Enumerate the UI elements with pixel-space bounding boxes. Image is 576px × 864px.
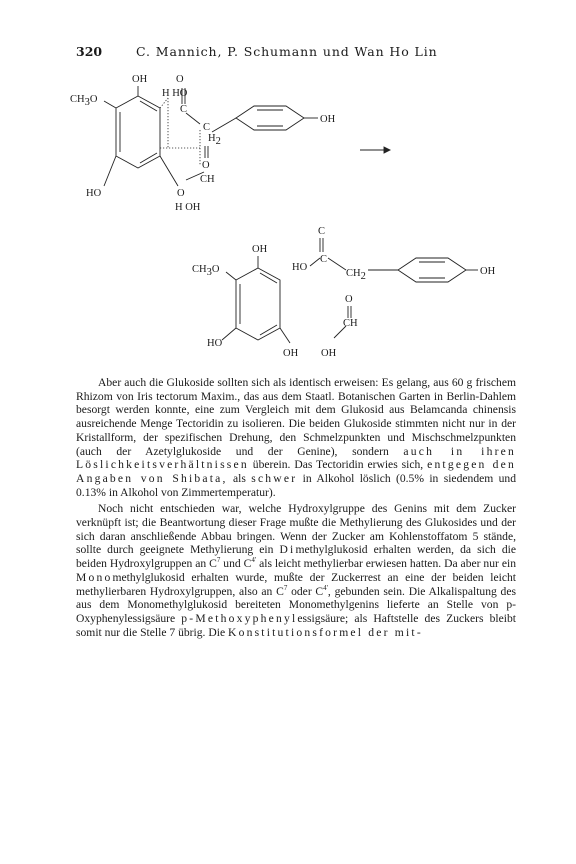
structural-formulas bbox=[0, 0, 576, 370]
top-bond-c-c bbox=[186, 113, 200, 124]
bottom-label-c-mid: C bbox=[320, 254, 328, 265]
top-label-ch3o: CH3O bbox=[70, 94, 98, 108]
bottom-bond-oh-bottom bbox=[280, 328, 290, 343]
spaced-phrase: entgegen den Angaben von Shibata, bbox=[76, 458, 516, 485]
top-label-o-lower: O bbox=[202, 160, 210, 171]
bottom-label-ch3o: CH3O bbox=[192, 264, 220, 278]
formula-bottom bbox=[192, 226, 496, 359]
bottom-label-ch2: CH2 bbox=[346, 268, 366, 282]
bottom-label-oh: OH bbox=[252, 244, 268, 255]
top-label-h2: H2 bbox=[208, 133, 221, 147]
body-text bbox=[76, 376, 516, 639]
top-label-h-oh: H OH bbox=[175, 202, 201, 213]
header-authors: C. Mannich, P. Schumann und Wan Ho Lin bbox=[136, 44, 438, 59]
bottom-label-oh-right: OH bbox=[480, 266, 496, 277]
top-label-oh-right: OH bbox=[320, 114, 336, 125]
top-label-ho: HO bbox=[86, 188, 102, 199]
top-label-c-mid: C bbox=[203, 122, 211, 133]
reaction-arrow-head bbox=[384, 147, 390, 153]
bottom-label-oh-bottom2: OH bbox=[321, 348, 337, 359]
bottom-aromatic-ring bbox=[236, 268, 280, 340]
bottom-label-oh-bottom: OH bbox=[283, 348, 299, 359]
bottom-bond-ch3o bbox=[226, 272, 236, 280]
top-ring-double-bond-2 bbox=[140, 153, 157, 163]
spaced-word: Mono bbox=[76, 570, 113, 584]
bottom-label-ho-mid: HO bbox=[292, 262, 308, 273]
spaced-phrase: Konstitutionsformel der mit- bbox=[228, 625, 423, 639]
bottom-label-ch: CH bbox=[343, 318, 358, 329]
spaced-word: p-Methoxyphenyl bbox=[181, 611, 298, 625]
top-label-h-ho: H HO bbox=[162, 88, 188, 99]
top-label-oh: OH bbox=[132, 74, 148, 85]
paragraph-2: Noch nicht entschieden war, welche Hydroxylgruppe des Genins mit dem Zucker verknüpft ist; die Beantwortung dieser Frage mußte die Methylierung des Glukosides und der sich daran anschließende Abbau bringen. Wenn der Zucker am Kohlenstoffatom 5 stände, sollte durch geeignete Methylierung ein Dimethylglukosid erhalten werden, da sich die beiden Hydroxylgruppen an $C^7$ und $C^{4'}$ als leicht methylierbar erwiesen hatten. Da aber nur ein Monomethylglukosid erhalten wurde, mußte der Zuckerrest an eine der beiden leicht methylierbaren Hydroxylgruppen, also an $C^7$ oder $C^{4'}$, gebunden sein. Die Alkalispaltung des aus dem Monomethylglukosid bereiteten Monomethylgenins lieferte an Stelle von p-Oxyphenylessigsäure p-Methoxyphenylessigsäure; als Haftstelle des Zuckers bleibt somit nur die Stelle 7 übrig. Die Konstitutionsformel der mit- bbox=[76, 502, 516, 639]
paragraph-1: Aber auch die Glukoside sollten sich als identisch erweisen: Es gelang, aus 60 g frischem Rhizom von Iris tectorum Maxim., das aus dem Staatl. Botanischen Garten in Berlin-Dahlem besorgt werden konnte, eine zum Vergleich mit dem Glukosid aus Belamcanda chinensis ausreichende Menge Tectoridin zu isolieren. Die beiden Glukoside stimmten nicht nur in der Kristallform, der spezifischen Drehung, den Schmelzpunkten und Mischschmelzpunkten (auch der Azetylglukoside und der Genine), sondern auch in ihren Löslichkeitsverhältnissen überein. Das Tectoridin erwies sich, entgegen den Angaben von Shibata, als schwer in Alkohol löslich (0.5% in siedendem und 0.13% in Alkohol von Zimmertemperatur). bbox=[76, 376, 517, 499]
top-dotted-bond-1 bbox=[160, 98, 168, 108]
top-label-ch: CH bbox=[200, 174, 215, 185]
top-ring-double-bond-3 bbox=[140, 101, 157, 111]
top-label-c: C bbox=[180, 104, 188, 115]
spaced-word: Di bbox=[279, 543, 296, 557]
spaced-word: schwer bbox=[251, 471, 298, 485]
formula-top bbox=[70, 74, 390, 213]
bottom-ring-double-3 bbox=[260, 273, 277, 283]
bottom-label-o: O bbox=[345, 294, 353, 305]
bottom-label-ho: HO bbox=[207, 338, 223, 349]
bottom-bond-ho-c bbox=[310, 258, 320, 266]
bottom-label-c-top: C bbox=[318, 226, 326, 237]
page-number: 320 bbox=[76, 44, 103, 59]
bottom-bond-c-ch2 bbox=[328, 258, 346, 270]
top-bond-ho bbox=[104, 156, 116, 186]
bottom-ring-double-2 bbox=[260, 325, 277, 335]
top-bond-ch3o bbox=[104, 101, 116, 108]
spaced-phrase: auch in ihren Löslichkeitsverhältnissen bbox=[76, 444, 516, 472]
top-bond-ch2-ring bbox=[212, 118, 236, 132]
top-label-o-ring: O bbox=[177, 188, 185, 199]
top-aromatic-ring bbox=[116, 96, 160, 168]
top-bond-ring-o bbox=[160, 156, 178, 186]
top-label-o: O bbox=[176, 74, 184, 85]
bottom-bond-ho bbox=[222, 328, 236, 340]
